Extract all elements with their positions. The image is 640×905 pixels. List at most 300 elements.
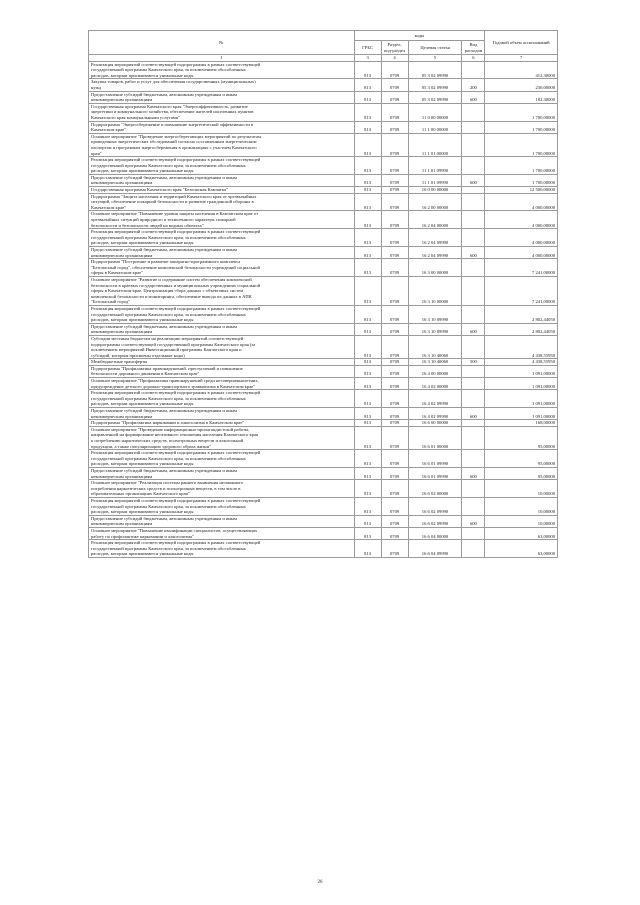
- description-line: Реализация мероприятий соответствующей подпрограммы в рамках соответствующей: [91, 540, 261, 546]
- description-line: некоммерческим организациям: [91, 521, 153, 527]
- cell-amount: 4 438,55950: [485, 335, 558, 358]
- row-description: [89, 527, 355, 539]
- cell-expense-type: [462, 157, 485, 175]
- cell-grbs: 813: [354, 365, 381, 377]
- cell-expense-type: 600: [462, 515, 485, 527]
- row-description: [89, 497, 355, 515]
- cell-razdel: 0709: [381, 420, 408, 427]
- description-line: Подпрограмма "Профилактика наркомании и алкоголизма в Камчатском крае": [91, 420, 245, 426]
- table-row: [89, 540, 558, 558]
- cell-amount: 63,00000: [485, 527, 558, 539]
- cell-expense-type: [462, 390, 485, 408]
- description-line: Подпрограмма "Энергосбережение и повышение энергетической эффективности в: [91, 121, 254, 127]
- cell-razdel: 0709: [381, 121, 408, 133]
- cell-amount: 63,00000: [485, 540, 558, 558]
- cell-amount: 1 091,00000: [485, 408, 558, 420]
- column-index: 6: [462, 55, 485, 62]
- description-line: Закупка товаров, работ и услуг для обеспечения государственных (муниципальных): [91, 79, 256, 85]
- cell-expense-type: [462, 450, 485, 468]
- cell-target-article: 05 3 02 09990: [408, 79, 462, 91]
- description-line: ситуаций, обеспечение пожарной безопасности и развитие гражданской обороны в: [91, 199, 254, 205]
- cell-target-article: 11 1 01 09990: [408, 174, 462, 186]
- cell-amount: 95,00000: [485, 467, 558, 479]
- description-line: некоммерческим организациям: [91, 180, 153, 186]
- cell-amount: 4 000,00000: [485, 193, 558, 211]
- description-line: Предоставление субсидий бюджетным, автономным учреждениям и иным: [91, 467, 237, 473]
- table-row: [89, 497, 558, 515]
- row-description: [89, 247, 355, 259]
- header-codes: коды: [354, 31, 485, 41]
- cell-razdel: 0709: [381, 276, 408, 305]
- cell-target-article: 16 3 10 40060: [408, 335, 462, 358]
- description-line: государственной программы Камчатского края, за исключением обособленных: [91, 162, 246, 168]
- table-body: [89, 55, 558, 558]
- description-line: сферы в Камчатском крае. Централизация сбора данных с объектовых систем: [91, 288, 244, 294]
- cell-target-article: 16 6 04 00000: [408, 527, 462, 539]
- description-line: к потреблению наркотических средств, психотропных веществ и алкогольной: [91, 438, 244, 443]
- cell-razdel: 0709: [381, 467, 408, 479]
- cell-target-article: 16 6 01 00000: [408, 426, 462, 449]
- cell-razdel: 0709: [381, 515, 408, 527]
- cell-expense-type: 600: [462, 247, 485, 259]
- row-description: [89, 91, 355, 103]
- row-description: [89, 103, 355, 121]
- row-description: [89, 229, 355, 247]
- table-row: [89, 91, 558, 103]
- description-line: Реализация мероприятий соответствующей подпрограммы в рамках соответствующей: [91, 305, 261, 311]
- cell-amount: 95,00000: [485, 426, 558, 449]
- cell-amount: 10,00000: [485, 497, 558, 515]
- description-line: паспортам и программам энергосбережения в организациях с участием Камчатского: [91, 144, 257, 150]
- header-grbs: ГРБС: [354, 41, 381, 55]
- cell-amount: 4 000,00000: [485, 247, 558, 259]
- cell-amount: 1 700,00000: [485, 174, 558, 186]
- cell-grbs: 813: [354, 450, 381, 468]
- cell-target-article: 16 6 02 00000: [408, 480, 462, 498]
- cell-razdel: 0709: [381, 497, 408, 515]
- cell-grbs: 813: [354, 515, 381, 527]
- description-line: образовательных организациях Камчатского края": [91, 491, 190, 497]
- row-description: [89, 193, 355, 211]
- description-line: некоммерческим организациям: [91, 97, 153, 103]
- cell-expense-type: [462, 305, 485, 323]
- cell-expense-type: [462, 335, 485, 358]
- description-line: государственной программы Камчатского края, за исключением обособленных: [91, 395, 246, 401]
- description-line: чрезвычайных ситуаций природного и техногенного характера, пожарной: [91, 217, 236, 223]
- cell-razdel: 0709: [381, 527, 408, 539]
- cell-amount: 230,00000: [485, 79, 558, 91]
- description-line: комплексной безопасности и мониторинга, обеспечение вывода их данных в АПК: [91, 293, 252, 299]
- cell-grbs: 813: [354, 121, 381, 133]
- description-line: Предоставление субсидий бюджетным, автономным учреждениям и иным: [91, 408, 237, 414]
- description-line: направленной на формирование негативного отношения населения Камчатского края: [91, 432, 259, 438]
- description-line: Субсидии местным бюджетам на реализацию мероприятий соответствующей: [91, 335, 244, 341]
- cell-razdel: 0709: [381, 408, 408, 420]
- cell-grbs: 813: [354, 79, 381, 91]
- cell-target-article: 16 6 00 00000: [408, 420, 462, 427]
- cell-target-article: 16 6 01 09990: [408, 450, 462, 468]
- cell-grbs: 813: [354, 193, 381, 211]
- row-description: [89, 480, 355, 498]
- cell-expense-type: [462, 420, 485, 427]
- cell-target-article: 11 1 01 00000: [408, 133, 462, 156]
- description-line: Реализация мероприятий соответствующей подпрограммы в рамках соответствующей: [91, 390, 261, 396]
- row-description: [89, 276, 355, 305]
- description-line: некоммерческим организациям: [91, 413, 153, 419]
- cell-razdel: 0709: [381, 540, 408, 558]
- cell-target-article: 16 3 10 40060: [408, 359, 462, 366]
- description-line: Камчатского края коммунальными услугами": [91, 114, 181, 120]
- cell-expense-type: [462, 527, 485, 539]
- row-description: [89, 540, 355, 558]
- row-description: [89, 259, 355, 277]
- cell-expense-type: [462, 497, 485, 515]
- description-line: "Безопасный город", обеспечение комплексной безопасности учреждений социальной: [91, 264, 260, 270]
- cell-target-article: 16 6 02 09990: [408, 497, 462, 515]
- cell-amount: 182,30000: [485, 91, 558, 103]
- cell-amount: 1 700,00000: [485, 133, 558, 156]
- cell-target-article: 16 4 00 00000: [408, 365, 462, 377]
- table-row: [89, 157, 558, 175]
- table-row: [89, 365, 558, 377]
- table-row: [89, 103, 558, 121]
- table-row: [89, 259, 558, 277]
- cell-grbs: 813: [354, 497, 381, 515]
- cell-expense-type: [462, 378, 485, 390]
- cell-expense-type: [462, 187, 485, 194]
- column-index: 1: [89, 55, 355, 62]
- cell-grbs: 813: [354, 91, 381, 103]
- table-row: [89, 335, 558, 358]
- table-row: [89, 408, 558, 420]
- cell-amount: 1 091,00000: [485, 365, 558, 377]
- header-number: №: [89, 31, 355, 55]
- column-index: 3: [354, 55, 381, 62]
- description-line: субсидий, которым присвоены отдельные коды): [91, 352, 185, 358]
- description-line: края": [91, 150, 102, 156]
- cell-expense-type: [462, 229, 485, 247]
- description-line: Межбюджетные трансферты: [91, 359, 148, 365]
- cell-razdel: 0709: [381, 91, 408, 103]
- description-line: расходов, которым присваиваются уникальные коды: [91, 72, 194, 78]
- description-line: исключением мероприятий Инвестиционной программы Камчатского края и: [91, 347, 242, 353]
- cell-razdel: 0709: [381, 174, 408, 186]
- table-row: [89, 133, 558, 156]
- cell-target-article: 16 2 04 00000: [408, 211, 462, 229]
- cell-amount: 1 700,00000: [485, 103, 558, 121]
- cell-grbs: 813: [354, 259, 381, 277]
- table-row: [89, 378, 558, 390]
- table-row: [89, 61, 558, 79]
- description-line: Основное мероприятие "Проведение энергосберегающих мероприятий по результатам: [91, 133, 261, 139]
- description-line: потребления наркотических средств и психотропных веществ, в том числе в: [91, 485, 241, 491]
- row-description: [89, 365, 355, 377]
- description-line: Государственная программа Камчатского края "Безопасная Камчатка": [91, 187, 228, 193]
- cell-expense-type: [462, 61, 485, 79]
- cell-razdel: 0709: [381, 305, 408, 323]
- table-row: [89, 174, 558, 186]
- description-line: государственной программы Камчатского края, за исключением обособленных: [91, 234, 246, 240]
- description-line: безопасности дорожного движения в Камчатском крае": [91, 371, 200, 377]
- table-row: [89, 359, 558, 366]
- cell-amount: 1 091,00000: [485, 390, 558, 408]
- cell-amount: 2 802,44050: [485, 305, 558, 323]
- cell-expense-type: [462, 103, 485, 121]
- page-number: 26: [317, 880, 323, 885]
- cell-grbs: 813: [354, 61, 381, 79]
- description-line: Реализация мероприятий соответствующей подпрограммы в рамках соответствующей: [91, 450, 261, 456]
- cell-expense-type: [462, 276, 485, 305]
- cell-target-article: 16 3 00 00000: [408, 259, 462, 277]
- cell-grbs: 813: [354, 390, 381, 408]
- table-row: [89, 515, 558, 527]
- description-line: расходов, которым присваиваются уникальные коды: [91, 401, 194, 407]
- description-line: Подпрограмма "Профилактика правонарушений, преступлений и повышение: [91, 365, 243, 371]
- description-line: Предоставление субсидий бюджетным, автономным учреждениям и иным: [91, 91, 237, 97]
- row-description: [89, 420, 355, 427]
- cell-amount: 2 802,44050: [485, 323, 558, 335]
- description-line: расходов, которым присваиваются уникальные коды: [91, 509, 194, 515]
- table-row: [89, 187, 558, 194]
- row-description: [89, 359, 355, 366]
- description-line: Предоставление субсидий бюджетным, автономным учреждениям и иным: [91, 515, 237, 521]
- cell-razdel: 0709: [381, 426, 408, 449]
- table-row: [89, 247, 558, 259]
- description-line: сферы в Камчатском крае": [91, 270, 143, 276]
- cell-grbs: 813: [354, 323, 381, 335]
- cell-target-article: 16 4 02 09990: [408, 390, 462, 408]
- cell-razdel: 0709: [381, 133, 408, 156]
- cell-razdel: 0709: [381, 187, 408, 194]
- row-description: [89, 515, 355, 527]
- cell-razdel: 0709: [381, 259, 408, 277]
- cell-expense-type: [462, 121, 485, 133]
- cell-amount: 4 438,55950: [485, 359, 558, 366]
- description-line: расходов, которым присваиваются уникальные коды: [91, 168, 194, 174]
- description-line: расходов, которым присваиваются уникальные коды: [91, 461, 194, 467]
- table-row: [89, 79, 558, 91]
- cell-target-article: 16 4 02 00000: [408, 378, 462, 390]
- description-line: подпрограммы соответствующей государственной программы Камчатского края (за: [91, 341, 256, 347]
- cell-razdel: 0709: [381, 193, 408, 211]
- row-description: [89, 174, 355, 186]
- row-description: [89, 187, 355, 194]
- cell-razdel: 0709: [381, 378, 408, 390]
- cell-target-article: 11 1 00 00000: [408, 121, 462, 133]
- description-line: Государственная программа Камчатского края "Энергоэффективность, развитие: [91, 103, 248, 109]
- row-description: [89, 378, 355, 390]
- description-line: нужд: [91, 84, 102, 90]
- cell-expense-type: 500: [462, 359, 485, 366]
- budget-table: [88, 30, 558, 558]
- cell-grbs: 813: [354, 305, 381, 323]
- header-target-article: Целевая статья: [408, 41, 462, 55]
- description-line: расходов, которым присваиваются уникальные коды: [91, 551, 194, 557]
- row-description: [89, 79, 355, 91]
- cell-target-article: 16 6 02 09990: [408, 515, 462, 527]
- description-line: Основное мероприятие "Повышение квалификации специалистов, осуществляющих: [91, 527, 258, 533]
- description-line: некоммерческим организациям: [91, 252, 153, 258]
- cell-grbs: 813: [354, 420, 381, 427]
- description-line: некоммерческим организациям: [91, 473, 153, 479]
- cell-razdel: 0709: [381, 365, 408, 377]
- description-line: Реализация мероприятий соответствующей подпрограммы в рамках соответствующей: [91, 61, 261, 67]
- cell-razdel: 0709: [381, 390, 408, 408]
- cell-grbs: 813: [354, 467, 381, 479]
- row-description: [89, 426, 355, 449]
- cell-target-article: 16 0 00 00000: [408, 187, 462, 194]
- description-line: Реализация мероприятий соответствующей подпрограммы в рамках соответствующей: [91, 497, 261, 503]
- cell-target-article: 16 2 04 09990: [408, 229, 462, 247]
- row-description: [89, 61, 355, 79]
- cell-amount: 12 500,00000: [485, 187, 558, 194]
- cell-expense-type: 600: [462, 467, 485, 479]
- cell-amount: 412,30000: [485, 61, 558, 79]
- row-description: [89, 157, 355, 175]
- cell-razdel: 0709: [381, 211, 408, 229]
- cell-grbs: 813: [354, 408, 381, 420]
- header-amount: Годовой объем ассигнований: [485, 31, 558, 55]
- cell-amount: 7 241,00000: [485, 276, 558, 305]
- header-expense-type: Вид расходов: [462, 41, 485, 55]
- cell-amount: 10,00000: [485, 515, 558, 527]
- description-line: проведенных энергетических обследований согласно составленным энергетическим: [91, 139, 257, 145]
- row-description: [89, 335, 355, 358]
- description-line: Реализация мероприятий соответствующей подпрограммы в рамках соответствующей: [91, 157, 261, 163]
- cell-razdel: 0709: [381, 335, 408, 358]
- table-row: [89, 276, 558, 305]
- cell-expense-type: [462, 133, 485, 156]
- column-index-row: [89, 55, 558, 62]
- cell-target-article: 16 4 02 09990: [408, 408, 462, 420]
- cell-grbs: 813: [354, 426, 381, 449]
- row-description: [89, 211, 355, 229]
- cell-grbs: 813: [354, 540, 381, 558]
- cell-expense-type: [462, 480, 485, 498]
- cell-razdel: 0709: [381, 61, 408, 79]
- cell-expense-type: 600: [462, 91, 485, 103]
- description-line: государственной программы Камчатского края, за исключением обособленных: [91, 311, 246, 317]
- table-row: [89, 193, 558, 211]
- cell-razdel: 0709: [381, 359, 408, 366]
- cell-grbs: 813: [354, 229, 381, 247]
- table-row: [89, 420, 558, 427]
- row-description: [89, 305, 355, 323]
- description-line: Основное мероприятие "Повышение уровня защиты населения в Камчатском крае от: [91, 211, 259, 217]
- cell-amount: 10,00000: [485, 480, 558, 498]
- cell-target-article: 16 3 10 09990: [408, 305, 462, 323]
- cell-razdel: 0709: [381, 79, 408, 91]
- description-line: государственной программы Камчатского края, за исключением обособленных: [91, 67, 246, 73]
- cell-amount: 95,00000: [485, 450, 558, 468]
- table-row: [89, 426, 558, 449]
- cell-razdel: 0709: [381, 229, 408, 247]
- description-line: Основное мероприятие "Профилактика правонарушений среди несовершеннолетних,: [91, 378, 259, 384]
- cell-grbs: 813: [354, 359, 381, 366]
- cell-target-article: 11 0 00 00000: [408, 103, 462, 121]
- description-line: Предоставление субсидий бюджетным, автономным учреждениям и иным: [91, 323, 237, 329]
- description-line: Основное мероприятие "Развитие и содержание систем обеспечения комплексной: [91, 276, 252, 282]
- row-description: [89, 408, 355, 420]
- cell-expense-type: 600: [462, 323, 485, 335]
- table-row: [89, 527, 558, 539]
- description-line: Основное мероприятие "Проведение информационно-пропагандистской работы,: [91, 426, 250, 432]
- cell-grbs: 813: [354, 187, 381, 194]
- cell-target-article: 16 6 04 09990: [408, 540, 462, 558]
- cell-grbs: 813: [354, 335, 381, 358]
- cell-target-article: 05 3 02 09990: [408, 61, 462, 79]
- description-line: работу по профилактике наркомании и алкоголизма": [91, 533, 194, 539]
- cell-razdel: 0709: [381, 247, 408, 259]
- description-line: Камчатском крае": [91, 204, 127, 210]
- cell-expense-type: [462, 193, 485, 211]
- description-line: государственной программы Камчатского края, за исключением обособленных: [91, 503, 246, 509]
- description-line: Подпрограмма "Построение и развитие аппаратно-программного комплекса: [91, 259, 241, 265]
- header-razdel: Раздел, под-раздел: [381, 41, 408, 55]
- cell-grbs: 813: [354, 174, 381, 186]
- cell-expense-type: [462, 211, 485, 229]
- cell-grbs: 813: [354, 480, 381, 498]
- row-description: [89, 323, 355, 335]
- cell-expense-type: 600: [462, 174, 485, 186]
- table-row: [89, 121, 558, 133]
- cell-target-article: 16 3 10 09990: [408, 323, 462, 335]
- cell-target-article: 16 3 10 00000: [408, 276, 462, 305]
- cell-target-article: 05 3 02 09990: [408, 91, 462, 103]
- cell-razdel: 0709: [381, 103, 408, 121]
- cell-expense-type: [462, 540, 485, 558]
- row-description: [89, 467, 355, 479]
- cell-target-article: 11 1 01 09990: [408, 157, 462, 175]
- table-row: [89, 211, 558, 229]
- table-row: [89, 390, 558, 408]
- description-line: безопасности и безопасности людей на водных объектах": [91, 222, 204, 228]
- cell-amount: 1 700,00000: [485, 121, 558, 133]
- description-line: Основное мероприятие "Реализация системы раннего выявления незаконного: [91, 480, 244, 486]
- description-line: энергетики и коммунального хозяйства, обеспечение жителей населенных пунктов: [91, 109, 254, 115]
- cell-grbs: 813: [354, 247, 381, 259]
- description-line: предупреждение детского дорожно-транспортного травматизма в Камчатском крае": [91, 383, 256, 389]
- cell-grbs: 813: [354, 211, 381, 229]
- description-line: некоммерческим организациям: [91, 329, 153, 335]
- cell-target-article: 16 2 04 09990: [408, 247, 462, 259]
- description-line: Реализация мероприятий соответствующей подпрограммы в рамках соответствующей: [91, 229, 261, 235]
- cell-razdel: 0709: [381, 480, 408, 498]
- cell-grbs: 813: [354, 103, 381, 121]
- cell-expense-type: 200: [462, 79, 485, 91]
- row-description: [89, 450, 355, 468]
- column-index: 7: [485, 55, 558, 62]
- column-index: 4: [381, 55, 408, 62]
- cell-grbs: 813: [354, 276, 381, 305]
- cell-razdel: 0709: [381, 323, 408, 335]
- description-line: расходов, которым присваиваются уникальные коды: [91, 240, 194, 246]
- table-row: [89, 450, 558, 468]
- cell-expense-type: [462, 259, 485, 277]
- cell-amount: 1 091,00000: [485, 378, 558, 390]
- column-index: 5: [408, 55, 462, 62]
- cell-grbs: 813: [354, 133, 381, 156]
- description-line: Предоставление субсидий бюджетным, автономным учреждениям и иным: [91, 247, 237, 252]
- cell-target-article: 16 2 00 00000: [408, 193, 462, 211]
- row-description: [89, 121, 355, 133]
- cell-amount: 1 700,00000: [485, 157, 558, 175]
- cell-amount: 4 000,00000: [485, 229, 558, 247]
- row-description: [89, 133, 355, 156]
- cell-razdel: 0709: [381, 450, 408, 468]
- description-line: продукции, а также популяризацию здорового образа жизни": [91, 443, 211, 449]
- cell-expense-type: 600: [462, 408, 485, 420]
